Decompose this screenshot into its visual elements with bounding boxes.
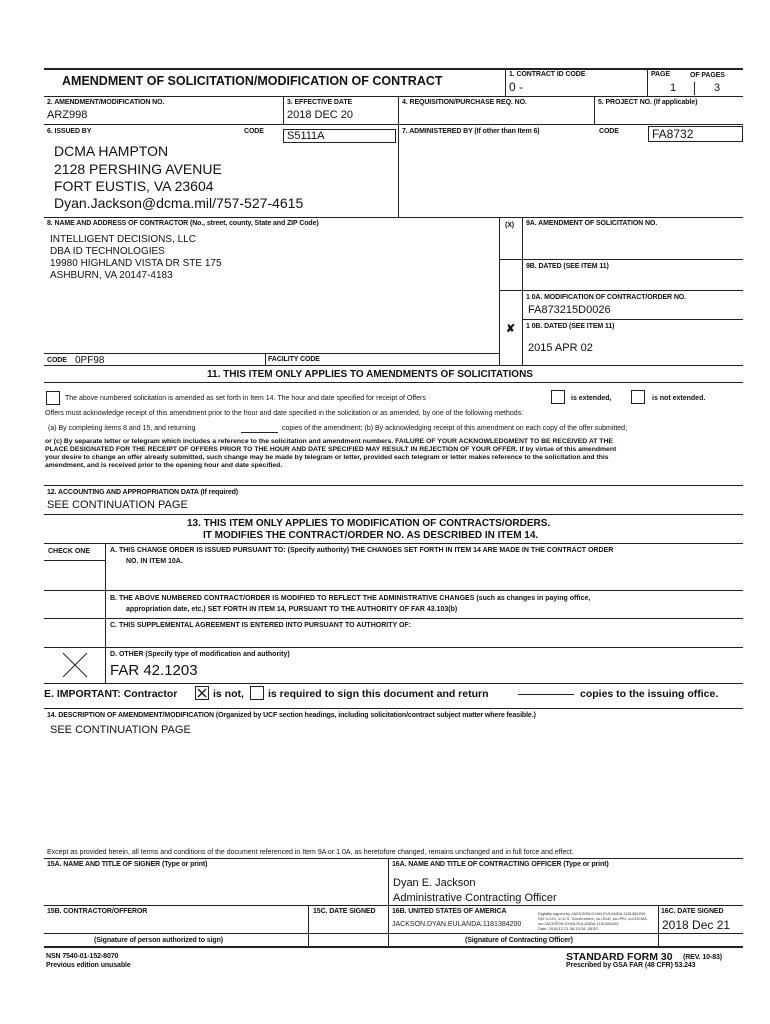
x-column-label: (X): [505, 222, 515, 229]
contractor-code-value[interactable]: 0PF98: [75, 355, 105, 366]
item-10b-value[interactable]: 2015 APR 02: [528, 342, 593, 354]
is-not-required-check-mark: [197, 688, 207, 698]
requisition-label: 4. REQUISITION/PURCHASE REQ. NO.: [402, 99, 527, 106]
contractor-line: INTELLIGENT DECISIONS, LLC: [50, 234, 196, 245]
option-d-value[interactable]: FAR 42.1203: [110, 662, 198, 679]
united-states-label: 16B. UNITED STATES OF AMERICA: [392, 908, 507, 915]
officer-date-signed-label: 16C. DATE SIGNED: [661, 908, 724, 915]
effective-date-label: 3. EFFECTIVE DATE: [287, 99, 353, 106]
contractor-line: 19980 HIGHLAND VISTA DR STE 175: [50, 258, 222, 269]
contractor-offeror-label: 15B. CONTRACTOR/OFFEROR: [47, 908, 148, 915]
digital-signature-line: Date: 2018.12.21 08:13:28 -05'00': [538, 926, 599, 931]
officer-name[interactable]: Dyan E. Jackson: [393, 877, 476, 889]
contract-id-label: 1. CONTRACT ID CODE: [509, 71, 586, 78]
officer-signature-caption: (Signature of Contracting Officer): [465, 937, 573, 944]
amendment-no-label: 2. AMENDMENT/MODIFICATION NO.: [47, 99, 165, 106]
issued-by-label: 6. ISSUED BY: [47, 128, 92, 135]
nsn-number: NSN 7540-01-152-8070: [46, 953, 119, 960]
section-11-line-3a: (a) By completing items 8 and 15, and returning: [48, 425, 196, 432]
item-10a-value[interactable]: FA873215D0026: [528, 304, 611, 316]
section-11-line-2: Offers must acknowledge receipt of this amendment prior to the hour and date specified in the solicitation or as amended, by one of the following methods:: [45, 410, 524, 417]
solicitation-amended-checkbox[interactable]: [46, 391, 60, 405]
section-11-line-5: PLACE DESIGNATED FOR THE RECEIPT OF OFFERS PRIOR TO THE HOUR AND DATE SPECIFIED MAY RESULT IN REJECTION OF YOUR OFFER. If by virtue of this amendment: [45, 446, 617, 453]
section-11-line-6: your desire to change an offer already submitted, such change may be made by telegram or letter, provided each telegram or letter makes reference to the solicitation and this: [45, 454, 609, 461]
is-extended-checkbox[interactable]: [551, 390, 565, 404]
previous-edition-note: Previous edition unusable: [46, 962, 131, 969]
is-not-extended-checkbox[interactable]: [631, 390, 645, 404]
copies-label: copies to the issuing office.: [580, 688, 719, 700]
option-b-line-2: appropriation date, etc.) SET FORTH IN ITEM 14, PURSUANT TO THE AUTHORITY OF FAR 43.103(b): [126, 606, 458, 613]
prescribed-by: Prescribed by GSA FAR (48 CFR) 53.243: [566, 962, 696, 969]
admin-code-label: CODE: [599, 128, 619, 135]
contractor-date-signed-label: 15C. DATE SIGNED: [313, 908, 376, 915]
except-text: Except as provided herein, all terms and conditions of the document referenced in Item 9A or 1 0A, as heretofore changed, remains unchanged and in full force and effect.: [47, 849, 574, 856]
contractor-line: DBA ID TECHNOLOGIES: [50, 246, 165, 257]
effective-date-value[interactable]: 2018 DEC 20: [287, 109, 354, 121]
option-d-label: D. OTHER (Specify type of modification and authority): [110, 651, 290, 658]
option-a-line-1: A. THIS CHANGE ORDER IS ISSUED PURSUANT TO: (Specify authority) THE CHANGES SET FORTH IN ITEM 14 ARE MADE IN THE CONTRACT ORDER: [110, 547, 614, 554]
issuer-line: Dyan.Jackson@dcma.mil/757-527-4615: [54, 195, 304, 211]
is-required-label: is required to sign this document and return: [268, 688, 489, 700]
section-12-label: 12. ACCOUNTING AND APPROPRIATION DATA (If required): [47, 489, 239, 496]
project-no-label: 5. PROJECT NO. (If applicable): [598, 99, 698, 106]
option-d-check-mark[interactable]: [60, 650, 90, 680]
item-10b-label: 1 0B. DATED (SEE ITEM 11): [526, 323, 615, 330]
important-label: E. IMPORTANT: Contractor: [44, 688, 178, 700]
digital-signature-line: DN: c=US, o=U.S. Government, ou=DoD, ou=PKI, ou=DCMA,: [538, 916, 648, 921]
issued-code-value[interactable]: S5111A: [283, 129, 396, 143]
section-13-title-2: IT MODIFIES THE CONTRACT/ORDER NO. AS DESCRIBED IN ITEM 14.: [203, 530, 539, 541]
officer-name-label: 16A. NAME AND TITLE OF CONTRACTING OFFICER (Type or print): [392, 861, 609, 868]
item-10a-label: 1 0A. MODIFICATION OF CONTRACT/ORDER NO.: [526, 294, 686, 301]
option-a-line-2: NO. IN ITEM 10A.: [126, 558, 183, 565]
section-11-line-4: or (c) By separate letter or telegram which includes a reference to the solicitation and amendment numbers. FAILURE OF YOUR ACKNOWLEDGMENT TO BE RECEIVED AT THE: [45, 438, 613, 445]
officer-title[interactable]: Administrative Contracting Officer: [393, 892, 557, 904]
section-11-line-1: The above numbered solicitation is amended as set forth in Item 14. The hour and date specified for receipt of Offers: [65, 395, 426, 402]
is-required-checkbox[interactable]: [250, 686, 264, 700]
contractor-code-label: CODE: [47, 357, 67, 364]
section-11-line-7: amendment, and is received prior to the opening hour and date specified.: [45, 462, 283, 469]
digital-signature-line: Digitally signed by JACKSON.DYAN.EULANDA.1181384200: [538, 911, 646, 916]
option-b-line-1: B. THE ABOVE NUMBERED CONTRACT/ORDER IS MODIFIED TO REFLECT THE ADMINISTRATIVE CHANGES (such as changes in paying office,: [110, 595, 591, 602]
item-10-check-mark[interactable]: ✘: [506, 323, 516, 335]
contractor-signature-caption: (Signature of person authorized to sign): [94, 937, 224, 944]
admin-code-value[interactable]: FA8732: [648, 126, 743, 142]
section-14-label: 14. DESCRIPTION OF AMENDMENT/MODIFICATION (Organized by UCF section headings, including solicitation/contract subject matter where feasible.): [47, 712, 536, 719]
officer-date-signed[interactable]: 2018 Dec 21: [662, 918, 731, 932]
form-title: AMENDMENT OF SOLICITATION/MODIFICATION OF CONTRACT: [62, 74, 443, 88]
issuer-line: DCMA HAMPTON: [54, 143, 169, 159]
digital-signature-line: cn=JACKSON.DYAN.EULANDA.1181384200: [538, 921, 619, 926]
option-c-label: C. THIS SUPPLEMENTAL AGREEMENT IS ENTERED INTO PURSUANT TO AUTHORITY OF:: [110, 622, 412, 629]
section-11-title: 11. THIS ITEM ONLY APPLIES TO AMENDMENTS OF SOLICITATIONS: [207, 369, 533, 380]
signer-name-label: 15A. NAME AND TITLE OF SIGNER (Type or print): [47, 861, 208, 868]
is-not-extended-label: is not extended.: [652, 395, 706, 402]
issuer-line: FORT EUSTIS, VA 23604: [54, 178, 214, 194]
page-label: PAGE: [651, 71, 670, 78]
section-12-value[interactable]: SEE CONTINUATION PAGE: [47, 499, 188, 511]
contractor-label: 8. NAME AND ADDRESS OF CONTRACTOR (No., street, county, State and ZIP Code): [47, 220, 319, 227]
administered-by-label: 7. ADMINISTERED BY (If other than Item 6): [402, 128, 540, 135]
amendment-no-value[interactable]: ARZ998: [47, 109, 88, 121]
is-extended-label: is extended,: [571, 395, 612, 402]
of-pages-label: OF PAGES: [690, 72, 725, 79]
form-revision: (REV. 10-83): [683, 954, 723, 961]
of-pages-number: 3: [714, 82, 721, 94]
issuer-line: 2128 PERSHING AVENUE: [54, 161, 222, 177]
contractor-line: ASHBURN, VA 20147-4183: [50, 270, 173, 281]
officer-digital-signature-name[interactable]: JACKSON.DYAN.EULANDA.1181384200: [392, 921, 522, 928]
item-9a-label: 9A. AMENDMENT OF SOLICITATION NO.: [526, 220, 658, 227]
facility-code-label: FACILITY CODE: [268, 356, 320, 363]
check-one-label: CHECK ONE: [48, 548, 91, 555]
section-13-title-1: 13. THIS ITEM ONLY APPLIES TO MODIFICATION OF CONTRACTS/ORDERS.: [187, 518, 551, 529]
standard-form-label: STANDARD FORM 30: [566, 951, 673, 963]
is-not-label: is not,: [213, 688, 244, 700]
contract-id-value[interactable]: 0 -: [509, 80, 524, 94]
section-14-value[interactable]: SEE CONTINUATION PAGE: [50, 724, 191, 736]
issued-code-label: CODE: [244, 128, 264, 135]
item-9b-label: 9B. DATED (SEE ITEM 11): [526, 263, 609, 270]
section-11-line-3b: copies of the amendment; (b) By acknowledging receipt of this amendment on each copy of the offer submitted;: [282, 425, 628, 432]
page-number: 1: [670, 82, 677, 94]
